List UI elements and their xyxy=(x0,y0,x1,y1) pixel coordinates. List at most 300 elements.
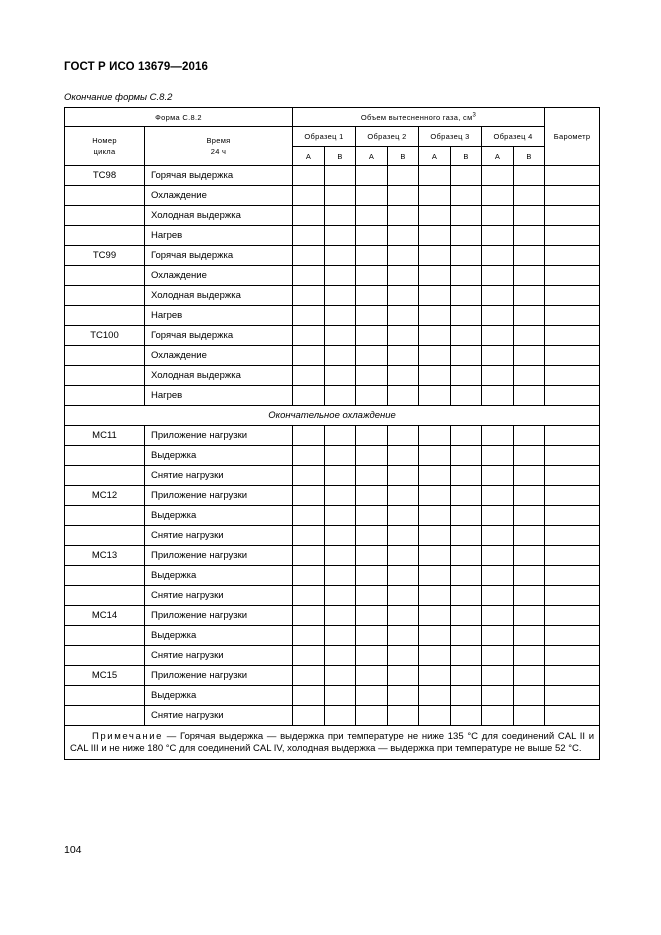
sample-3-b-value-cell[interactable] xyxy=(451,306,482,326)
sample-1-a-value-cell[interactable] xyxy=(293,266,325,286)
table-row xyxy=(65,626,600,646)
sample-1-b-value-cell[interactable] xyxy=(325,646,356,666)
sample-3-b-value-cell[interactable] xyxy=(451,346,482,366)
sample-1-a-value-cell[interactable] xyxy=(293,466,325,486)
sample-2-b-value-cell[interactable] xyxy=(388,606,419,626)
sample-3-a-value-cell[interactable] xyxy=(419,546,451,566)
sample-3-a-value-cell[interactable] xyxy=(419,386,451,406)
barometer-value-cell[interactable] xyxy=(545,366,600,386)
cycle-number-cell: МС14 xyxy=(65,606,145,626)
sample-1-a-value-cell[interactable] xyxy=(293,306,325,326)
sample-2-a-value-cell[interactable] xyxy=(356,226,388,246)
sample-1-a-value-cell[interactable] xyxy=(293,506,325,526)
sample-1-a-value-cell[interactable] xyxy=(293,686,325,706)
sample-1-a-value-cell[interactable] xyxy=(293,546,325,566)
sample-1-b-value-cell[interactable] xyxy=(325,486,356,506)
sample-1-b-value-cell[interactable] xyxy=(325,306,356,326)
sample-4-a-value-cell[interactable] xyxy=(482,666,514,686)
sample-3-a-value-cell[interactable] xyxy=(419,346,451,366)
barometer-value-cell[interactable] xyxy=(545,426,600,446)
sample-4-b-value-cell[interactable] xyxy=(514,206,545,226)
sample-1-a-value-cell[interactable] xyxy=(293,166,325,186)
sample-3-a-value-cell[interactable] xyxy=(419,466,451,486)
barometer-value-cell[interactable] xyxy=(545,626,600,646)
cycle-number-cell xyxy=(65,566,145,586)
sample-4-a-value-cell[interactable] xyxy=(482,226,514,246)
sample-3-b-value-cell[interactable] xyxy=(451,526,482,546)
sample-4-b-value-cell[interactable] xyxy=(514,706,545,726)
sample-4-b-value-cell[interactable] xyxy=(514,306,545,326)
barometer-value-cell[interactable] xyxy=(545,226,600,246)
sample-4-b-value-cell[interactable] xyxy=(514,326,545,346)
sample-3-b-value-cell[interactable] xyxy=(451,506,482,526)
phase-cell: Снятие нагрузки xyxy=(145,706,293,726)
sample-4-b-value-cell[interactable] xyxy=(514,526,545,546)
sample-2-a-value-cell[interactable] xyxy=(356,386,388,406)
note-label: Примечание xyxy=(92,731,163,742)
sample-2-b-value-cell[interactable] xyxy=(388,586,419,606)
sample-2-b-value-cell[interactable] xyxy=(388,246,419,266)
sample-4-a-value-cell[interactable] xyxy=(482,306,514,326)
sample-4-a-value-cell[interactable] xyxy=(482,546,514,566)
sample-2-a-value-cell[interactable] xyxy=(356,286,388,306)
sample-3-a-value-cell[interactable] xyxy=(419,226,451,246)
table-row xyxy=(65,486,600,506)
cycle-number-cell: ТС98 xyxy=(65,166,145,186)
sample-1-a-value-cell[interactable] xyxy=(293,246,325,266)
sample-3-a-value-cell[interactable] xyxy=(419,446,451,466)
sample-4-a-value-cell[interactable] xyxy=(482,186,514,206)
sample-3-b-value-cell[interactable] xyxy=(451,486,482,506)
cycle-number-cell: МС11 xyxy=(65,426,145,446)
sample-4-b-value-cell[interactable] xyxy=(514,646,545,666)
sample-4-b-value-cell[interactable] xyxy=(514,686,545,706)
sample-4-a-value-cell[interactable] xyxy=(482,286,514,306)
sample-1-b-value-cell[interactable] xyxy=(325,266,356,286)
cycle-number-label: Номер цикла xyxy=(92,136,117,156)
sample-4-a-value-cell[interactable] xyxy=(482,646,514,666)
sample-1-a-value-cell[interactable] xyxy=(293,346,325,366)
table-row xyxy=(65,606,600,626)
sample-2-a-value-cell[interactable] xyxy=(356,566,388,586)
sample-2-b-value-cell[interactable] xyxy=(388,226,419,246)
sample-2-a-value-cell[interactable] xyxy=(356,186,388,206)
sample-2-a-value-cell[interactable] xyxy=(356,606,388,626)
phase-cell: Выдержка xyxy=(145,686,293,706)
phase-cell: Приложение нагрузки xyxy=(145,546,293,566)
sample-3-a-value-cell[interactable] xyxy=(419,426,451,446)
barometer-value-cell[interactable] xyxy=(545,686,600,706)
sample-1-a-value-cell[interactable] xyxy=(293,666,325,686)
sample-4-b-value-cell[interactable] xyxy=(514,666,545,686)
sample-2-a-value-cell[interactable] xyxy=(356,346,388,366)
sample-1-a-header: A xyxy=(293,147,325,166)
sample-2-b-value-cell[interactable] xyxy=(388,206,419,226)
sample-3-b-value-cell[interactable] xyxy=(451,386,482,406)
sample-2-b-value-cell[interactable] xyxy=(388,426,419,446)
sample-3-a-value-cell[interactable] xyxy=(419,526,451,546)
barometer-value-cell[interactable] xyxy=(545,526,600,546)
sample-3-b-value-cell[interactable] xyxy=(451,646,482,666)
sample-4-b-value-cell[interactable] xyxy=(514,506,545,526)
table-row xyxy=(65,166,600,186)
sample-4-b-value-cell[interactable] xyxy=(514,586,545,606)
sample-4-b-value-cell[interactable] xyxy=(514,426,545,446)
sample-3-b-value-cell[interactable] xyxy=(451,606,482,626)
sample-2-b-value-cell[interactable] xyxy=(388,446,419,466)
cycle-number-cell xyxy=(65,506,145,526)
sample-2-a-value-cell[interactable] xyxy=(356,506,388,526)
sample-4-a-value-cell[interactable] xyxy=(482,486,514,506)
sample-2-a-value-cell[interactable] xyxy=(356,246,388,266)
sample-4-b-value-cell[interactable] xyxy=(514,286,545,306)
barometer-value-cell[interactable] xyxy=(545,206,600,226)
sample-3-b-value-cell[interactable] xyxy=(451,446,482,466)
sample-4-b-value-cell[interactable] xyxy=(514,226,545,246)
sample-3-b-header: B xyxy=(451,147,482,166)
phase-cell: Выдержка xyxy=(145,566,293,586)
sample-1-b-value-cell[interactable] xyxy=(325,386,356,406)
sample-2-b-value-cell[interactable] xyxy=(388,346,419,366)
cycle-number-cell xyxy=(65,686,145,706)
sample-4-b-value-cell[interactable] xyxy=(514,366,545,386)
sample-2-a-value-cell[interactable] xyxy=(356,546,388,566)
sample-2-a-value-cell[interactable] xyxy=(356,586,388,606)
sample-3-b-value-cell[interactable] xyxy=(451,266,482,286)
sample-3-a-header: A xyxy=(419,147,451,166)
barometer-value-cell[interactable] xyxy=(545,466,600,486)
sample-4-a-value-cell[interactable] xyxy=(482,686,514,706)
sample-2-b-value-cell[interactable] xyxy=(388,566,419,586)
phase-cell: Холодная выдержка xyxy=(145,366,293,386)
sample-1-b-value-cell[interactable] xyxy=(325,626,356,646)
barometer-value-cell[interactable] xyxy=(545,606,600,626)
sample-4-b-value-cell[interactable] xyxy=(514,486,545,506)
sample-4-b-value-cell[interactable] xyxy=(514,386,545,406)
sample-2-a-value-cell[interactable] xyxy=(356,426,388,446)
sample-3-a-value-cell[interactable] xyxy=(419,626,451,646)
sample-2-b-value-cell[interactable] xyxy=(388,306,419,326)
sample-3-b-value-cell[interactable] xyxy=(451,426,482,446)
sample-1-b-value-cell[interactable] xyxy=(325,226,356,246)
cycle-number-cell xyxy=(65,266,145,286)
phase-cell: Охлаждение xyxy=(145,186,293,206)
sample-2-b-value-cell[interactable] xyxy=(388,506,419,526)
sample-3-b-value-cell[interactable] xyxy=(451,586,482,606)
sample-3-b-value-cell[interactable] xyxy=(451,286,482,306)
table-row xyxy=(65,586,600,606)
sample-2-b-value-cell[interactable] xyxy=(388,286,419,306)
sample-2-a-value-cell[interactable] xyxy=(356,686,388,706)
sample-2-a-value-cell[interactable] xyxy=(356,366,388,386)
sample-1-b-value-cell[interactable] xyxy=(325,326,356,346)
sample-2-a-value-cell[interactable] xyxy=(356,266,388,286)
sample-3-a-value-cell[interactable] xyxy=(419,206,451,226)
sample-1-a-value-cell[interactable] xyxy=(293,586,325,606)
sample-3-a-value-cell[interactable] xyxy=(419,706,451,726)
sample-3-a-value-cell[interactable] xyxy=(419,166,451,186)
sample-3-a-value-cell[interactable] xyxy=(419,586,451,606)
form-table xyxy=(64,107,600,760)
table-row xyxy=(65,246,600,266)
sample-3-a-value-cell[interactable] xyxy=(419,266,451,286)
sample-4-a-value-cell[interactable] xyxy=(482,506,514,526)
cycle-number-header xyxy=(65,127,145,166)
sample-1-b-value-cell[interactable] xyxy=(325,426,356,446)
barometer-value-cell[interactable] xyxy=(545,386,600,406)
sample-1-a-value-cell[interactable] xyxy=(293,526,325,546)
sample-1-b-value-cell[interactable] xyxy=(325,526,356,546)
sample-2-a-value-cell[interactable] xyxy=(356,526,388,546)
sample-2-b-value-cell[interactable] xyxy=(388,366,419,386)
barometer-value-cell[interactable] xyxy=(545,446,600,466)
sample-2-a-value-cell[interactable] xyxy=(356,626,388,646)
sample-4-b-value-cell[interactable] xyxy=(514,166,545,186)
sample-1-b-value-cell[interactable] xyxy=(325,166,356,186)
sample-3-a-value-cell[interactable] xyxy=(419,566,451,586)
sample-2-a-value-cell[interactable] xyxy=(356,466,388,486)
sample-2-b-value-cell[interactable] xyxy=(388,186,419,206)
sample-1-a-value-cell[interactable] xyxy=(293,566,325,586)
barometer-value-cell[interactable] xyxy=(545,586,600,606)
cycle-number-cell xyxy=(65,526,145,546)
table-row xyxy=(65,266,600,286)
sample-2-b-value-cell[interactable] xyxy=(388,646,419,666)
barometer-value-cell[interactable] xyxy=(545,246,600,266)
cycle-number-cell xyxy=(65,626,145,646)
sample-2-b-value-cell[interactable] xyxy=(388,326,419,346)
sample-1-b-value-cell[interactable] xyxy=(325,186,356,206)
phase-cell: Снятие нагрузки xyxy=(145,586,293,606)
sample-4-a-value-cell[interactable] xyxy=(482,566,514,586)
sample-2-a-header: A xyxy=(356,147,388,166)
sample-1-a-value-cell[interactable] xyxy=(293,206,325,226)
sample-4-a-value-cell[interactable] xyxy=(482,326,514,346)
table-row xyxy=(65,646,600,666)
sample-4-a-value-cell[interactable] xyxy=(482,606,514,626)
sample-1-b-header: B xyxy=(325,147,356,166)
sample-1-b-value-cell[interactable] xyxy=(325,346,356,366)
sample-4-a-value-cell[interactable] xyxy=(482,206,514,226)
sample-1-b-value-cell[interactable] xyxy=(325,666,356,686)
sample-4-a-value-cell[interactable] xyxy=(482,386,514,406)
phase-cell: Холодная выдержка xyxy=(145,206,293,226)
sample-3-a-value-cell[interactable] xyxy=(419,666,451,686)
sample-3-b-value-cell[interactable] xyxy=(451,366,482,386)
sample-1-a-value-cell[interactable] xyxy=(293,446,325,466)
phase-cell: Нагрев xyxy=(145,306,293,326)
sample-3-b-value-cell[interactable] xyxy=(451,546,482,566)
phase-cell: Снятие нагрузки xyxy=(145,646,293,666)
sample-2-b-value-cell[interactable] xyxy=(388,466,419,486)
sample-3-a-value-cell[interactable] xyxy=(419,306,451,326)
sample-3-a-value-cell[interactable] xyxy=(419,366,451,386)
sample-1-b-value-cell[interactable] xyxy=(325,286,356,306)
sample-2-a-value-cell[interactable] xyxy=(356,706,388,726)
sample-1-a-value-cell[interactable] xyxy=(293,426,325,446)
barometer-value-cell[interactable] xyxy=(545,706,600,726)
volume-header-label: Объем вытесненного газа, см xyxy=(360,112,473,122)
barometer-value-cell[interactable] xyxy=(545,486,600,506)
sample-3-a-value-cell[interactable] xyxy=(419,486,451,506)
sample-1-a-value-cell[interactable] xyxy=(293,186,325,206)
sample-1-a-value-cell[interactable] xyxy=(293,606,325,626)
sample-4-b-value-cell[interactable] xyxy=(514,246,545,266)
sample-3-a-value-cell[interactable] xyxy=(419,186,451,206)
barometer-value-cell[interactable] xyxy=(545,506,600,526)
sample-4-b-value-cell[interactable] xyxy=(514,546,545,566)
sample-3-b-value-cell[interactable] xyxy=(451,466,482,486)
cycle-number-cell xyxy=(65,646,145,666)
sample-3-b-value-cell[interactable] xyxy=(451,206,482,226)
form-caption: Окончание формы С.8.2 xyxy=(64,92,173,103)
sample-3-b-value-cell[interactable] xyxy=(451,326,482,346)
phase-cell: Нагрев xyxy=(145,226,293,246)
table-row xyxy=(65,566,600,586)
phase-cell: Выдержка xyxy=(145,626,293,646)
barometer-value-cell[interactable] xyxy=(545,666,600,686)
sample-3-b-value-cell[interactable] xyxy=(451,186,482,206)
cycle-number-cell: МС13 xyxy=(65,546,145,566)
sample-3-b-value-cell[interactable] xyxy=(451,626,482,646)
table-row xyxy=(65,226,600,246)
sample-4-a-value-cell[interactable] xyxy=(482,706,514,726)
sample-1-a-value-cell[interactable] xyxy=(293,486,325,506)
sample-2-a-value-cell[interactable] xyxy=(356,486,388,506)
sample-4-a-value-cell[interactable] xyxy=(482,526,514,546)
sample-3-b-value-cell[interactable] xyxy=(451,226,482,246)
sample-1-a-value-cell[interactable] xyxy=(293,386,325,406)
barometer-value-cell[interactable] xyxy=(545,646,600,666)
sample-1-b-value-cell[interactable] xyxy=(325,686,356,706)
sample-4-a-value-cell[interactable] xyxy=(482,246,514,266)
barometer-value-cell[interactable] xyxy=(545,286,600,306)
sample-2-b-value-cell[interactable] xyxy=(388,666,419,686)
sample-3-b-value-cell[interactable] xyxy=(451,686,482,706)
note-row xyxy=(65,726,600,760)
sample-1-b-value-cell[interactable] xyxy=(325,706,356,726)
sample-1-a-value-cell[interactable] xyxy=(293,646,325,666)
sample-4-a-value-cell[interactable] xyxy=(482,446,514,466)
sample-1-a-value-cell[interactable] xyxy=(293,326,325,346)
sample-4-a-value-cell[interactable] xyxy=(482,366,514,386)
sample-4-b-header: B xyxy=(514,147,545,166)
sample-4-a-value-cell[interactable] xyxy=(482,346,514,366)
phase-cell: Приложение нагрузки xyxy=(145,606,293,626)
sample-2-a-value-cell[interactable] xyxy=(356,666,388,686)
sample-3-b-value-cell[interactable] xyxy=(451,666,482,686)
time-header xyxy=(145,127,293,166)
barometer-value-cell[interactable] xyxy=(545,306,600,326)
sample-2-b-value-cell[interactable] xyxy=(388,626,419,646)
sample-1-b-value-cell[interactable] xyxy=(325,366,356,386)
sample-2-a-value-cell[interactable] xyxy=(356,306,388,326)
sample-1-a-value-cell[interactable] xyxy=(293,226,325,246)
sample-4-a-value-cell[interactable] xyxy=(482,586,514,606)
sample-3-a-value-cell[interactable] xyxy=(419,506,451,526)
sample-2-b-value-cell[interactable] xyxy=(388,686,419,706)
phase-cell: Холодная выдержка xyxy=(145,286,293,306)
sample-4-b-value-cell[interactable] xyxy=(514,466,545,486)
sample-3-a-value-cell[interactable] xyxy=(419,606,451,626)
sample-1-b-value-cell[interactable] xyxy=(325,206,356,226)
sample-2-b-value-cell[interactable] xyxy=(388,166,419,186)
sample-2-a-value-cell[interactable] xyxy=(356,166,388,186)
barometer-value-cell[interactable] xyxy=(545,326,600,346)
sample-4-a-value-cell[interactable] xyxy=(482,466,514,486)
barometer-value-cell[interactable] xyxy=(545,186,600,206)
sample-4-b-value-cell[interactable] xyxy=(514,606,545,626)
sample-1-a-value-cell[interactable] xyxy=(293,366,325,386)
sample-3-b-value-cell[interactable] xyxy=(451,166,482,186)
sample-1-a-value-cell[interactable] xyxy=(293,706,325,726)
cycle-number-cell xyxy=(65,586,145,606)
sample-2-a-value-cell[interactable] xyxy=(356,446,388,466)
sample-1-b-value-cell[interactable] xyxy=(325,566,356,586)
sample-2-a-value-cell[interactable] xyxy=(356,206,388,226)
barometer-value-cell[interactable] xyxy=(545,566,600,586)
sample-1-a-value-cell[interactable] xyxy=(293,286,325,306)
sample-2-header: Образец 2 xyxy=(356,127,419,147)
sample-1-b-value-cell[interactable] xyxy=(325,546,356,566)
sample-3-b-value-cell[interactable] xyxy=(451,706,482,726)
sample-3-a-value-cell[interactable] xyxy=(419,326,451,346)
phase-cell: Выдержка xyxy=(145,446,293,466)
table-row xyxy=(65,306,600,326)
sample-1-a-value-cell[interactable] xyxy=(293,626,325,646)
sample-4-a-value-cell[interactable] xyxy=(482,626,514,646)
sample-4-b-value-cell[interactable] xyxy=(514,266,545,286)
table-row xyxy=(65,686,600,706)
sample-3-a-value-cell[interactable] xyxy=(419,286,451,306)
sample-4-a-value-cell[interactable] xyxy=(482,166,514,186)
sample-1-b-value-cell[interactable] xyxy=(325,606,356,626)
sample-4-b-value-cell[interactable] xyxy=(514,626,545,646)
sample-2-a-value-cell[interactable] xyxy=(356,646,388,666)
sample-4-a-value-cell[interactable] xyxy=(482,266,514,286)
sample-1-b-value-cell[interactable] xyxy=(325,466,356,486)
sample-3-b-value-cell[interactable] xyxy=(451,246,482,266)
sample-3-header: Образец 3 xyxy=(419,127,482,147)
sample-2-b-value-cell[interactable] xyxy=(388,526,419,546)
sample-1-b-value-cell[interactable] xyxy=(325,586,356,606)
sample-4-b-value-cell[interactable] xyxy=(514,566,545,586)
sample-1-b-value-cell[interactable] xyxy=(325,446,356,466)
table-row xyxy=(65,206,600,226)
sample-3-b-value-cell[interactable] xyxy=(451,566,482,586)
sample-4-b-value-cell[interactable] xyxy=(514,186,545,206)
sample-2-b-value-cell[interactable] xyxy=(388,266,419,286)
sample-2-b-value-cell[interactable] xyxy=(388,486,419,506)
barometer-value-cell[interactable] xyxy=(545,166,600,186)
sample-4-b-value-cell[interactable] xyxy=(514,346,545,366)
barometer-value-cell[interactable] xyxy=(545,546,600,566)
sample-2-b-value-cell[interactable] xyxy=(388,546,419,566)
sample-4-b-value-cell[interactable] xyxy=(514,446,545,466)
sample-2-b-value-cell[interactable] xyxy=(388,386,419,406)
sample-1-b-value-cell[interactable] xyxy=(325,246,356,266)
sample-2-b-value-cell[interactable] xyxy=(388,706,419,726)
sample-3-a-value-cell[interactable] xyxy=(419,646,451,666)
sample-2-a-value-cell[interactable] xyxy=(356,326,388,346)
sample-4-a-value-cell[interactable] xyxy=(482,426,514,446)
table-row xyxy=(65,426,600,446)
barometer-value-cell[interactable] xyxy=(545,346,600,366)
sample-3-a-value-cell[interactable] xyxy=(419,686,451,706)
sample-1-b-value-cell[interactable] xyxy=(325,506,356,526)
barometer-value-cell[interactable] xyxy=(545,266,600,286)
sample-3-a-value-cell[interactable] xyxy=(419,246,451,266)
